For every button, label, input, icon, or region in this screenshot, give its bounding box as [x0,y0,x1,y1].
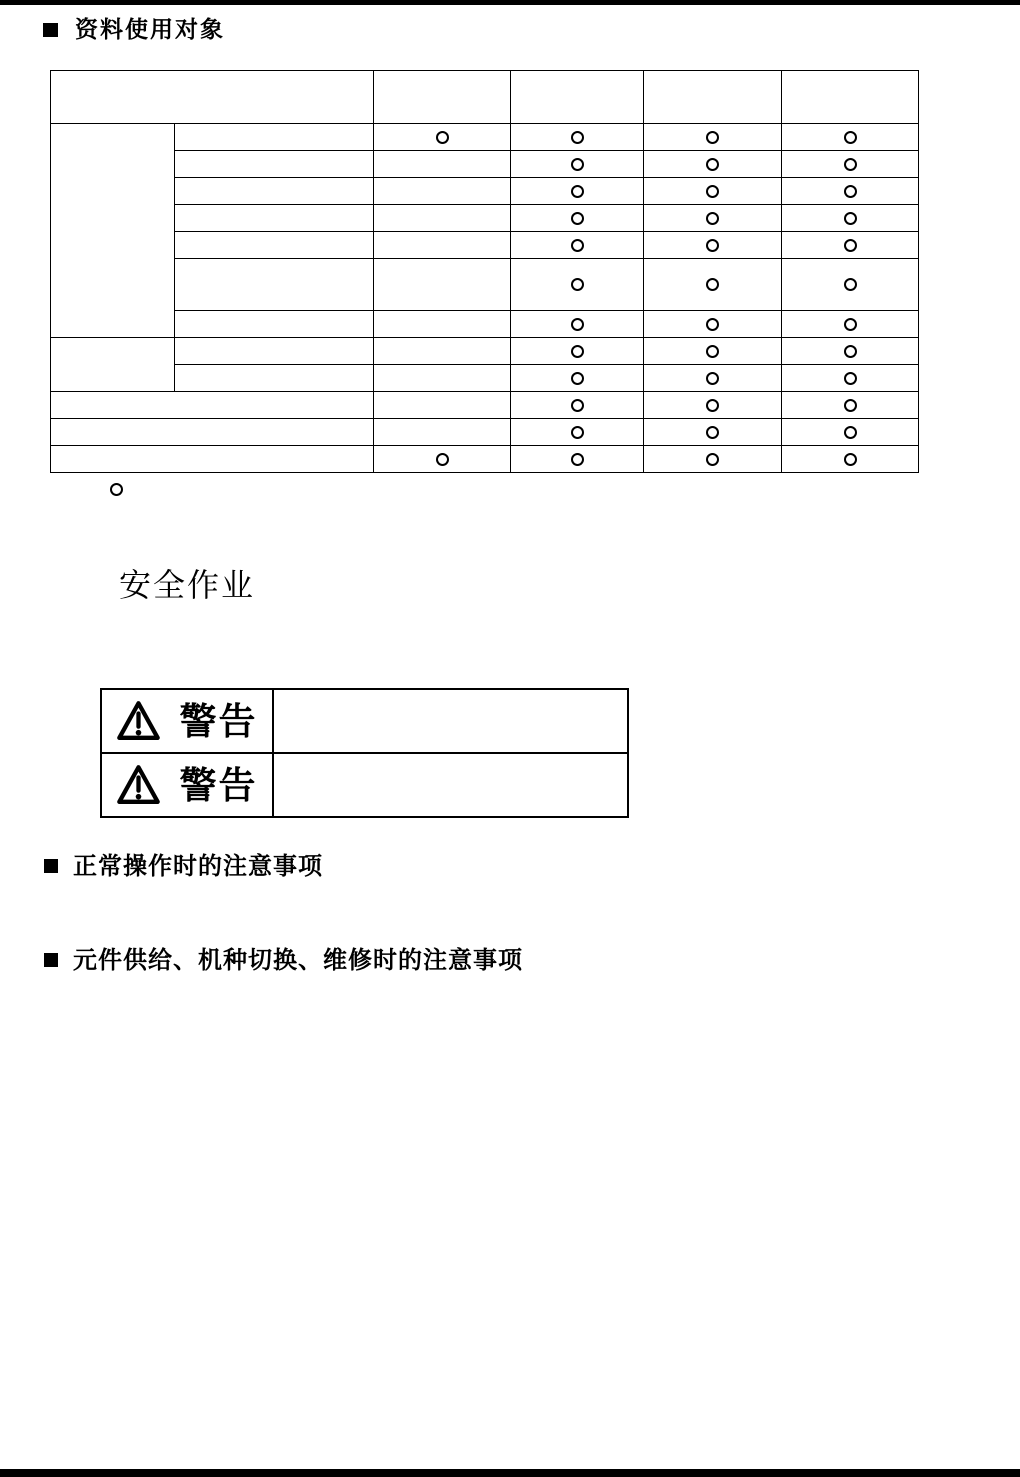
usage-mark-cell [644,446,782,473]
circle-mark [706,372,719,385]
usage-mark-cell [511,392,644,419]
usage-label-cell [175,259,374,311]
usage-mark-cell [782,259,919,311]
circle-mark [844,453,857,466]
circle-mark [571,278,584,291]
usage-mark-cell [782,446,919,473]
usage-mark-cell [782,338,919,365]
circle-mark [844,185,857,198]
usage-mark-cell [644,205,782,232]
usage-mark-cell [511,151,644,178]
warning-label-cell [101,689,273,753]
usage-mark-cell [374,338,511,365]
circle-mark [571,185,584,198]
square-bullet-icon [44,953,58,967]
circle-mark [706,212,719,225]
usage-mark-cell [511,124,644,151]
usage-mark-cell [644,232,782,259]
usage-mark-cell [782,124,919,151]
usage-mark-cell [511,178,644,205]
usage-label-cell [175,205,374,232]
warning-label-text: 警告 [179,763,258,807]
circle-mark [571,453,584,466]
usage-mark-cell [374,124,511,151]
usage-group-cell [51,338,175,392]
circle-mark [844,278,857,291]
usage-label-cell [51,446,374,473]
usage-label-cell [175,365,374,392]
usage-mark-cell [511,338,644,365]
usage-label-cell [51,392,374,419]
usage-mark-cell [782,205,919,232]
circle-mark [571,345,584,358]
table-row [51,311,919,338]
circle-mark [706,426,719,439]
safety-section-title: 安全作业 [119,566,256,604]
circle-mark [706,239,719,252]
circle-mark [571,372,584,385]
table-row [51,232,919,259]
usage-mark-cell [644,419,782,446]
usage-label-cell [51,419,374,446]
top-rule [0,0,1020,5]
usage-mark-cell [782,178,919,205]
usage-label-cell [175,151,374,178]
section-heading-text: 正常操作时的注意事项 [73,852,323,880]
square-bullet-icon [43,23,58,37]
usage-mark-cell [374,151,511,178]
circle-mark [844,318,857,331]
square-bullet-icon [44,859,58,873]
section-heading-text: 元件供给、机种切换、维修时的注意事项 [73,946,523,974]
table-row [51,446,919,473]
circle-mark [844,399,857,412]
usage-mark-cell [511,232,644,259]
circle-mark [571,239,584,252]
footnote-circle-marker [110,483,123,496]
usage-mark-cell [644,178,782,205]
circle-mark [844,426,857,439]
circle-mark [844,212,857,225]
usage-mark-cell [374,311,511,338]
usage-mark-cell [374,419,511,446]
usage-label-cell [175,338,374,365]
usage-mark-cell [644,151,782,178]
usage-mark-cell [644,311,782,338]
circle-mark [844,372,857,385]
usage-mark-cell [374,259,511,311]
usage-mark-cell [782,151,919,178]
circle-mark [571,158,584,171]
circle-mark [706,345,719,358]
usage-mark-cell [511,365,644,392]
circle-mark [844,158,857,171]
warning-triangle-icon [117,699,160,743]
usage-mark-cell [782,311,919,338]
table-row [51,151,919,178]
table-row [51,338,919,365]
usage-label-cell [175,178,374,205]
usage-label-cell [175,232,374,259]
circle-mark [706,278,719,291]
circle-mark [706,453,719,466]
usage-mark-cell [782,392,919,419]
usage-mark-cell [782,365,919,392]
section-heading-maintenance [44,945,523,975]
circle-mark [844,131,857,144]
circle-mark [436,131,449,144]
usage-table-header-row [51,71,919,124]
warning-table [100,688,629,818]
circle-mark [571,426,584,439]
circle-mark [706,318,719,331]
table-row [51,259,919,311]
warning-row [101,753,628,817]
circle-mark [571,399,584,412]
usage-mark-cell [644,259,782,311]
usage-mark-cell [644,124,782,151]
warning-content-cell [273,689,628,753]
usage-header-cell [51,71,374,124]
warning-label-cell [101,753,273,817]
circle-mark [706,131,719,144]
usage-mark-cell [374,232,511,259]
circle-mark [571,212,584,225]
circle-mark [706,158,719,171]
usage-mark-cell [374,446,511,473]
table-row [51,178,919,205]
circle-mark [436,453,449,466]
usage-label-cell [175,311,374,338]
usage-mark-cell [374,205,511,232]
table-row [51,392,919,419]
usage-mark-cell [644,365,782,392]
warning-content-cell [273,753,628,817]
circle-mark [844,239,857,252]
usage-mark-cell [511,311,644,338]
usage-mark-cell [374,365,511,392]
usage-header-cell [511,71,644,124]
usage-mark-cell [644,392,782,419]
circle-mark [844,345,857,358]
warning-row [101,689,628,753]
circle-mark [571,318,584,331]
usage-mark-cell [782,232,919,259]
section-heading-usage-target [43,14,225,46]
warning-label-text: 警告 [179,699,258,743]
warning-triangle-icon [117,763,160,807]
circle-mark [706,185,719,198]
circle-mark [706,399,719,412]
table-row [51,205,919,232]
usage-header-cell [782,71,919,124]
usage-group-cell [51,124,175,338]
usage-mark-cell [782,419,919,446]
table-row [51,419,919,446]
usage-mark-cell [511,205,644,232]
usage-mark-cell [511,259,644,311]
usage-header-cell [644,71,782,124]
usage-mark-cell [644,338,782,365]
usage-header-cell [374,71,511,124]
usage-mark-cell [511,419,644,446]
section-heading-text: 资料使用对象 [75,17,225,43]
table-row [51,365,919,392]
table-row [51,124,919,151]
bottom-rule [0,1469,1020,1477]
usage-label-cell [175,124,374,151]
usage-mark-cell [374,178,511,205]
usage-mark-cell [374,392,511,419]
usage-mark-cell [511,446,644,473]
section-heading-normal-operation [44,851,323,881]
circle-mark [571,131,584,144]
usage-table [50,70,919,473]
